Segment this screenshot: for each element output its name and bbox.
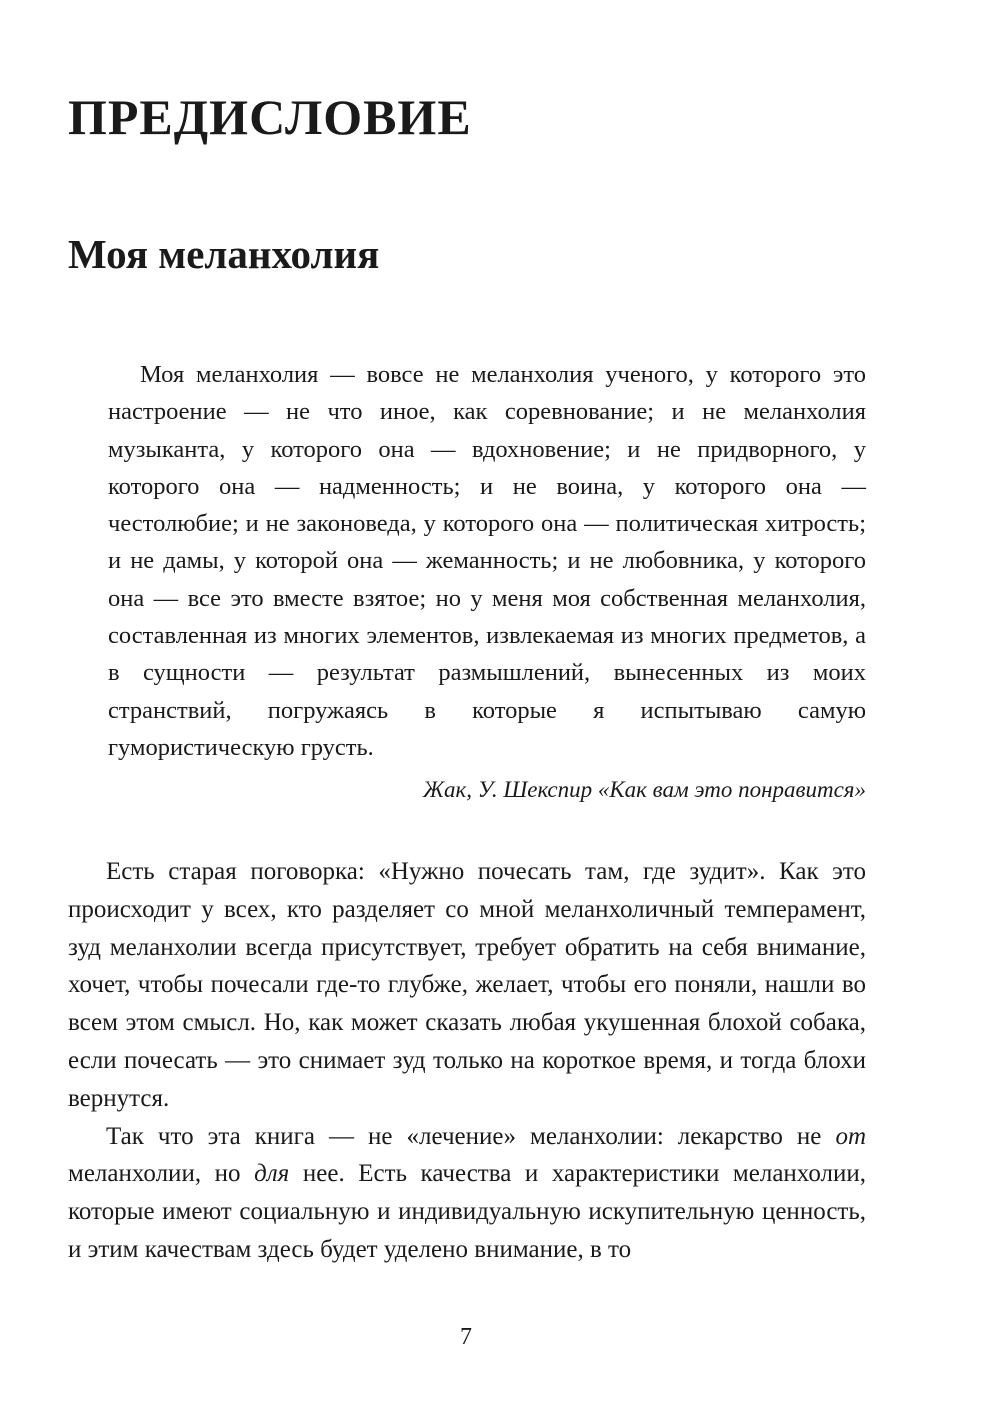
page-number: 7 (460, 1324, 472, 1350)
body-paragraph-1: Есть старая поговорка: «Нужно почесать там, где зудит». Как это происходит у всех, кто разделяет со мной меланхоличный темперамент, зуд меланхолии всегда присутствует, требует обратить на себя внимание, хочет, чтобы почесали где-то глубже, желает, чтобы его поняли, нашли во всем этом смысл. Но, как может сказать любая укушенная блохой собака, если почесать — это снимает зуд только на короткое время, и тогда блохи вернутся. (68, 858, 866, 1112)
body-paragraph-2-part-1: Так что эта книга — не «лечение» меланхолии: лекарство не (106, 1122, 836, 1150)
body-paragraph-2-part-3: нее. Есть качества и характеристики меланхолии, которые имеют социальную и индивидуальную искупительную ценность, и этим качествам здесь будет уделено внимание, в то (68, 1160, 867, 1263)
body-paragraph-2-part-2: меланхолии, но (68, 1160, 255, 1188)
epigraph-text: Моя меланхолия — вовсе не меланхолия ученого, у которого это настроение — не что иное, как соревнование; и не меланхолия музыканта, у которого она — вдохновение; и не придворного, у которого она — надменность; и не воина, у которого она — честолюбие; и не законоведа, у которого она — политическая хитрость; и не дамы, у которой она — жеманность; и не любовника, у которого она — все это вместе взятое; но у меня моя собственная меланхолия, составленная из многих элементов, извлекаемая из многих предметов, а в сущности — результат размышлений, вынесенных из моих странствий, погружаясь в которые я испытываю самую гумористическую грусть. (108, 361, 866, 761)
section-title: Моя меланхолия (68, 231, 380, 277)
emphasis-from: от (835, 1122, 866, 1150)
body-text (68, 853, 866, 1269)
epigraph-source: Жак, У. Шекспир «Как вам это понравится» (422, 777, 866, 802)
epigraph (108, 356, 866, 766)
body-paragraph-2 (68, 1118, 866, 1269)
emphasis-for: для (254, 1160, 290, 1188)
chapter-title: ПРЕДИСЛОВИЕ (68, 89, 472, 145)
